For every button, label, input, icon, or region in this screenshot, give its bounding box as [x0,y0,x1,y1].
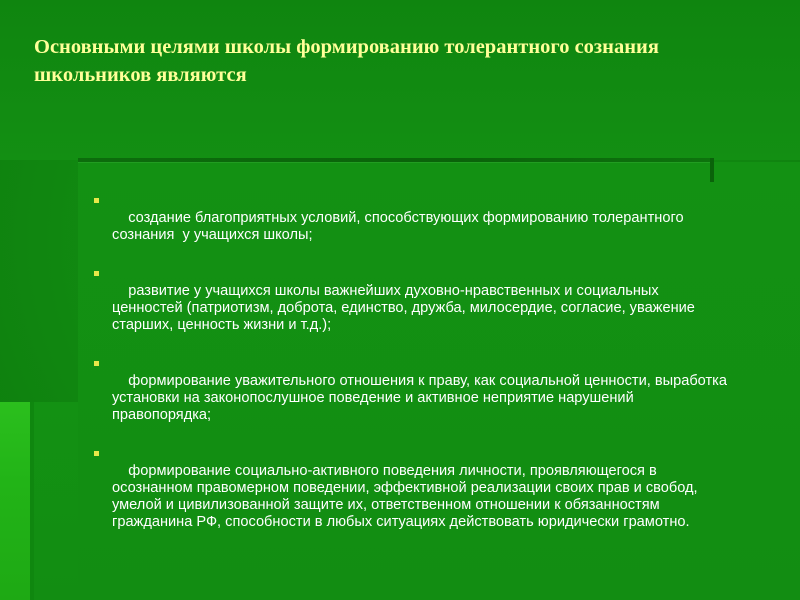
bullet-text: формирование уважительного отношения к праву, как социальной ценности, выработка установки на законопослушное поведение и активное неприятие нарушений правопорядка; [112,373,732,423]
list-item [92,356,732,441]
divider-line [78,158,714,162]
bullet-text: формирование социально-активного поведения личности, проявляющегося в осознанном правомерном поведении, эффективной реализации своих прав и свобод, умелой и цивилизованной защите их, ответственном отношении к обязанностям гражданина РФ, способности в любых ситуациях действовать юридически грамотно. [112,463,702,530]
list-item [92,193,732,261]
divider-corner [710,158,714,182]
bullet-square-icon [94,361,99,366]
list-item [92,266,732,351]
bullet-text: развитие у учащихся школы важнейших духовно-нравственных и социальных ценностей (патриотизм, доброта, единство, дружба, милосердие, согласие, уважение старших, ценность жизни и т.д.); [112,283,699,333]
bullet-text: создание благоприятных условий, способствующих формированию толерантного сознания у учащихся школы; [112,210,688,243]
bullet-square-icon [94,198,99,203]
bullet-list [92,193,732,553]
slide-title: Основными целями школы формированию толерантного сознания школьников являются [34,36,670,86]
list-item [92,446,732,548]
bullet-square-icon [94,271,99,276]
bullet-square-icon [94,451,99,456]
